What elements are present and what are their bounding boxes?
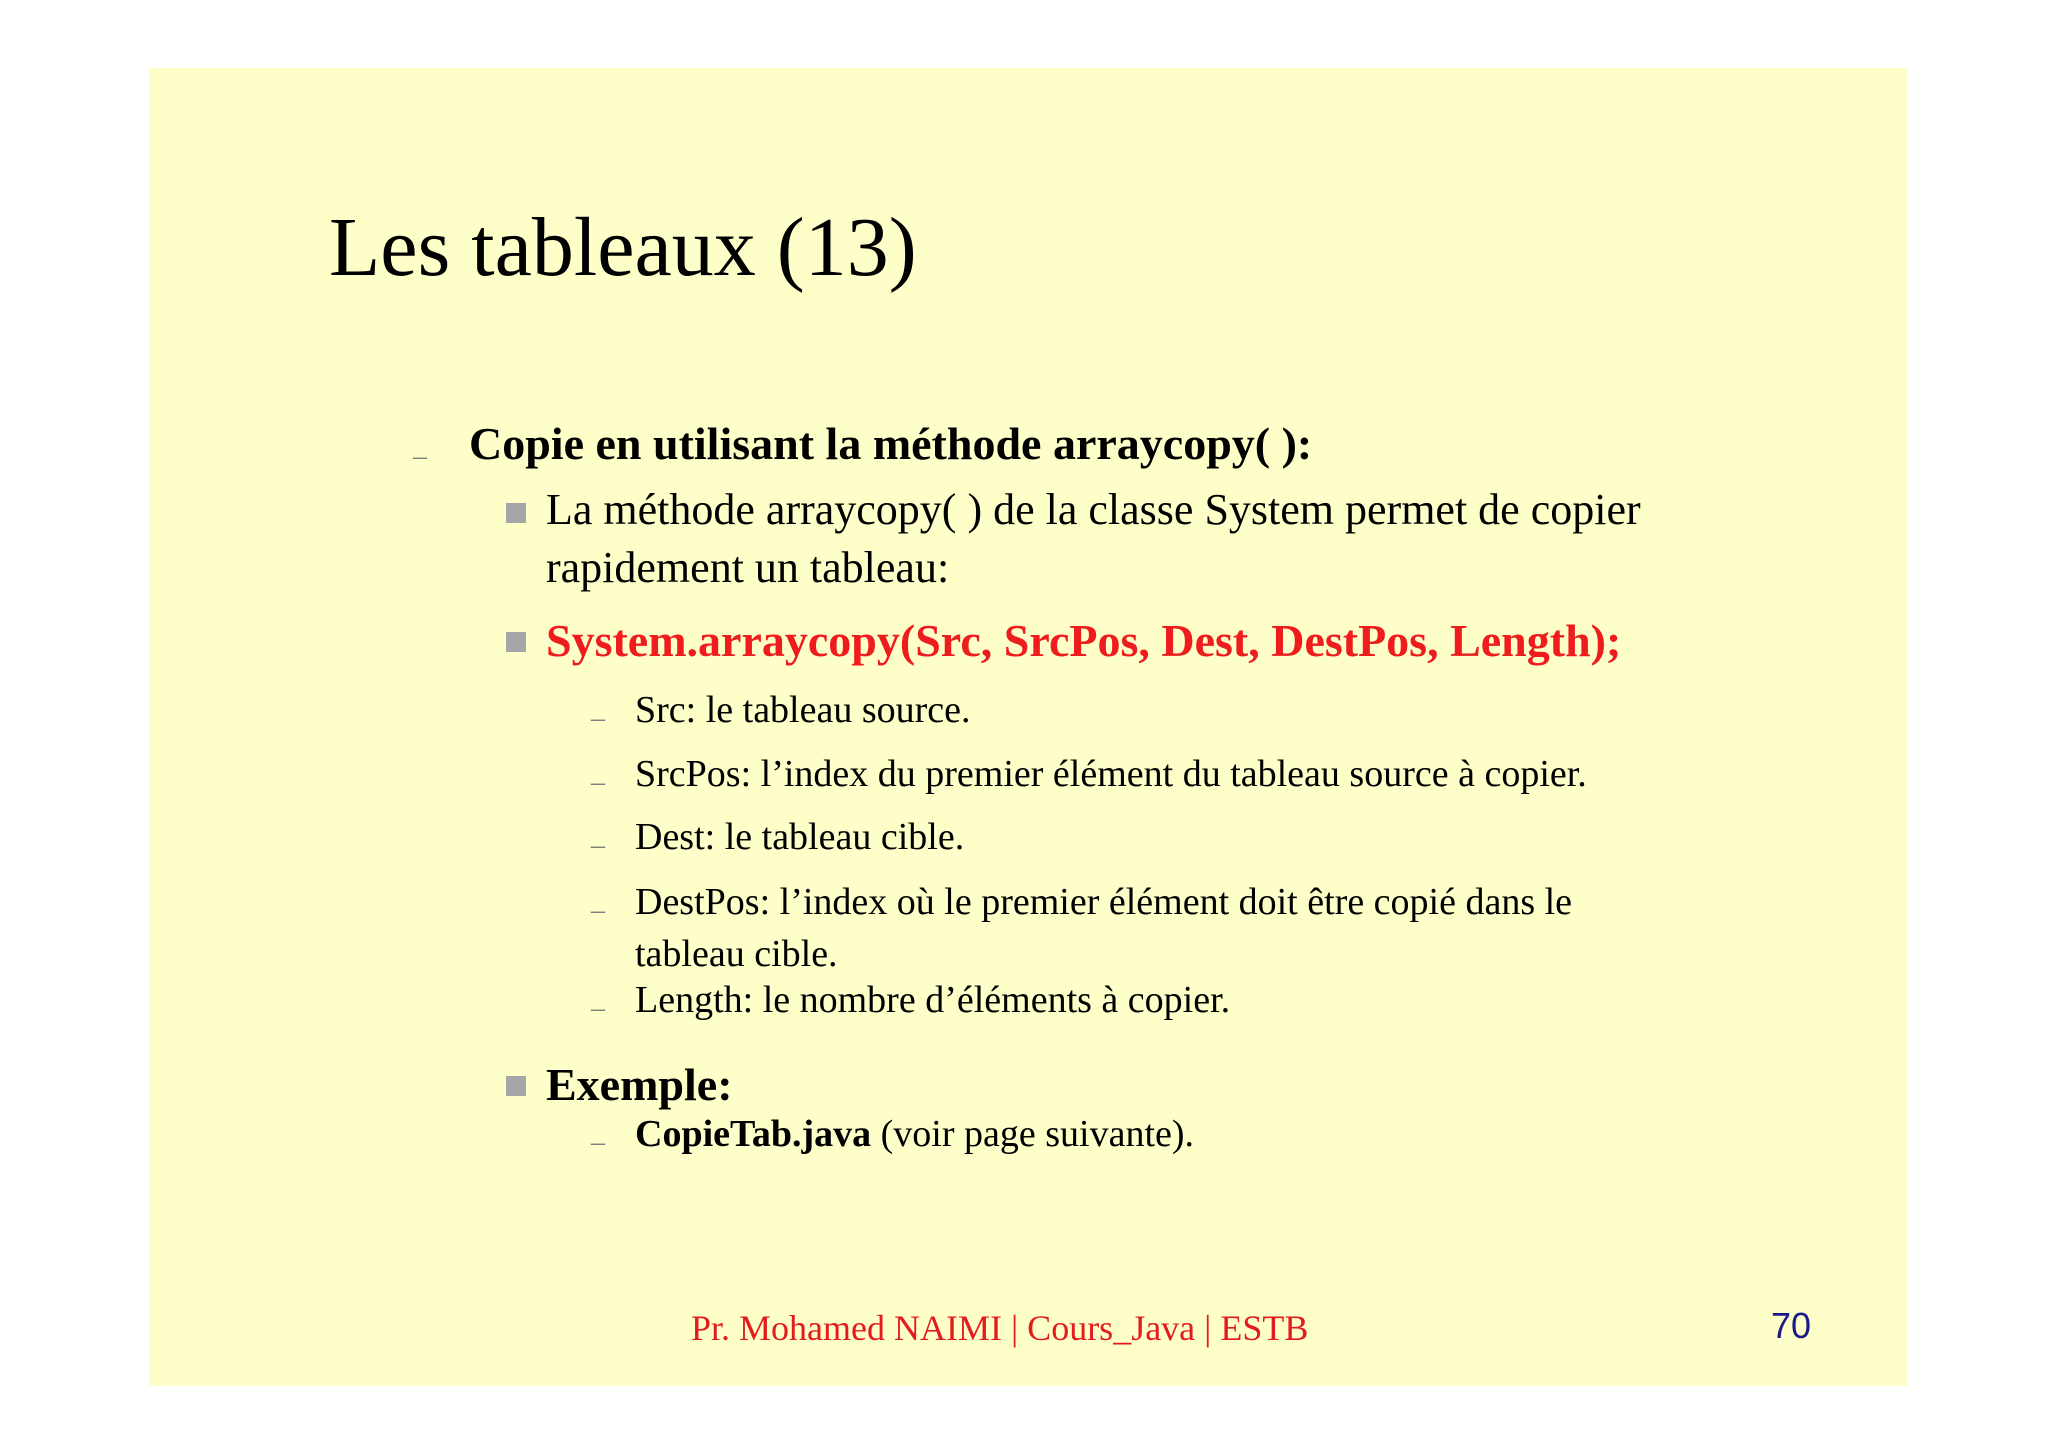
param-dest: Dest: le tableau cible. xyxy=(635,816,965,858)
dash-bullet-icon: – xyxy=(591,895,605,926)
square-bullet-icon xyxy=(506,1076,526,1096)
param-length: Length: le nombre d’éléments à copier. xyxy=(635,979,1231,1021)
param-src: Src: le tableau source. xyxy=(635,689,971,731)
param-srcpos: SrcPos: l’index du premier élément du tableau source à copier. xyxy=(635,753,1587,795)
dash-bullet-icon: – xyxy=(591,703,605,734)
dash-bullet-icon: – xyxy=(413,441,427,472)
bullet-description-line2: rapidement un tableau: xyxy=(546,543,950,592)
page-number: 70 xyxy=(1771,1305,1812,1346)
square-bullet-icon xyxy=(506,503,526,523)
param-destpos-cont: tableau cible. xyxy=(635,933,838,975)
dash-bullet-icon: – xyxy=(591,1127,605,1158)
section-heading: Copie en utilisant la méthode arraycopy( ): xyxy=(469,418,1313,469)
example-line xyxy=(635,1108,1194,1160)
example-label: Exemple: xyxy=(546,1059,733,1110)
dash-bullet-icon: – xyxy=(591,767,605,798)
param-destpos: DestPos: l’index où le premier élément doit être copié dans le xyxy=(635,881,1573,923)
square-bullet-icon xyxy=(506,632,526,652)
slide-title: Les tableaux (13) xyxy=(329,201,917,294)
slide xyxy=(149,68,1907,1386)
example-file: CopieTab.java xyxy=(635,1113,872,1155)
footer-credit: Pr. Mohamed NAIMI | Cours_Java | ESTB xyxy=(691,1308,1309,1348)
dash-bullet-icon: – xyxy=(591,830,605,861)
bullet-description-line1: La méthode arraycopy( ) de la classe System permet de copier xyxy=(546,485,1641,534)
example-rest: (voir page suivante). xyxy=(871,1113,1195,1155)
arraycopy-signature: System.arraycopy(Src, SrcPos, Dest, DestPos, Length); xyxy=(546,615,1622,666)
dash-bullet-icon: – xyxy=(591,993,605,1024)
